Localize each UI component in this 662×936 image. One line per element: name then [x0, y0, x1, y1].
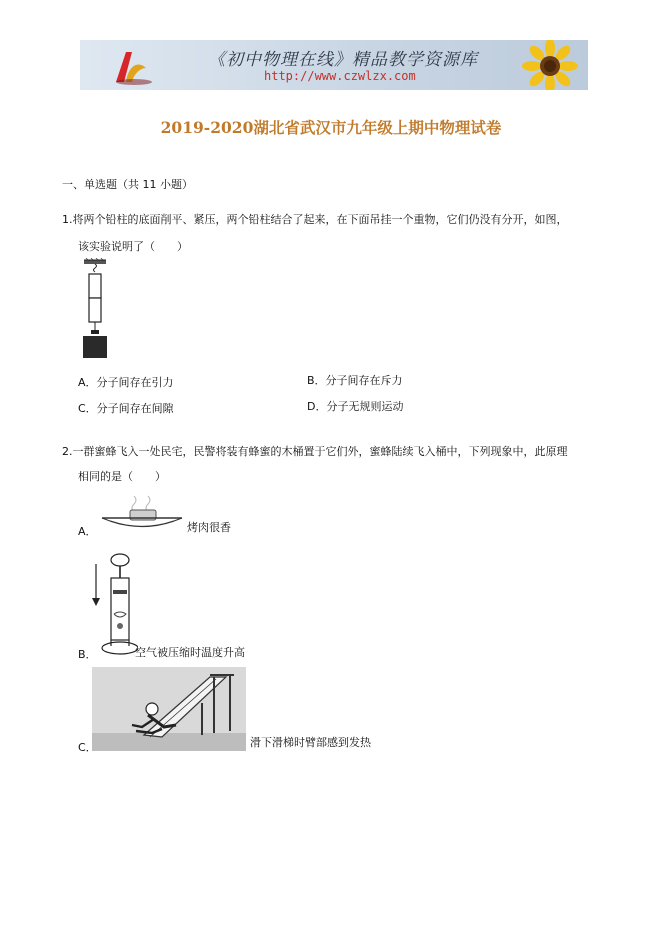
q1-option-b[interactable]: B．分子间存在斥力	[307, 374, 403, 387]
document-title: 2019-2020湖北省武汉市九年级上期中物理试卷	[160, 118, 502, 137]
compression-cylinder-figure	[90, 552, 138, 658]
question-1-stem-cont: 该实验说明了（ ）	[78, 240, 188, 253]
q1-option-a[interactable]: A．分子间存在引力	[78, 376, 174, 389]
q2-option-b-letter[interactable]: B．	[78, 648, 97, 661]
q2-option-b-text[interactable]: 空气被压缩时温度升高	[135, 646, 245, 659]
q1-option-c[interactable]: C．分子间存在间隙	[78, 402, 174, 415]
q2-option-c-text[interactable]: 滑下滑梯时臂部感到发热	[250, 736, 371, 749]
logo-icon	[112, 46, 152, 86]
q1-option-d[interactable]: D．分子无规则运动	[307, 400, 404, 413]
banner-title: 《初中物理在线》精品教学资源库	[208, 50, 478, 70]
q2-option-c-letter[interactable]: C．	[78, 741, 97, 754]
header-banner	[80, 40, 588, 90]
sunflower-icon	[512, 40, 582, 90]
q2-option-a-letter[interactable]: A．	[78, 525, 97, 538]
slide-figure	[92, 667, 246, 751]
q2-option-a-text[interactable]: 烤肉很香	[187, 521, 231, 534]
question-1-stem: 1.将两个铅柱的底面削平、紧压，两个铅柱结合了起来，在下面吊挂一个重物，它们仍没有分开，如图，	[62, 213, 568, 226]
banner-url[interactable]: http://www.czwlzx.com	[264, 69, 416, 83]
lead-cylinders-figure	[76, 258, 116, 362]
section-heading: 一、单选题（共 11 小题）	[62, 178, 193, 191]
question-2-stem: 2.一群蜜蜂飞入一处民宅，民警将装有蜂蜜的木桶置于它们外，蜜蜂陆续飞入桶中，下列现象中，此原理	[62, 445, 568, 458]
question-2-stem-cont: 相同的是（ ）	[78, 470, 166, 483]
grill-figure	[100, 494, 184, 534]
